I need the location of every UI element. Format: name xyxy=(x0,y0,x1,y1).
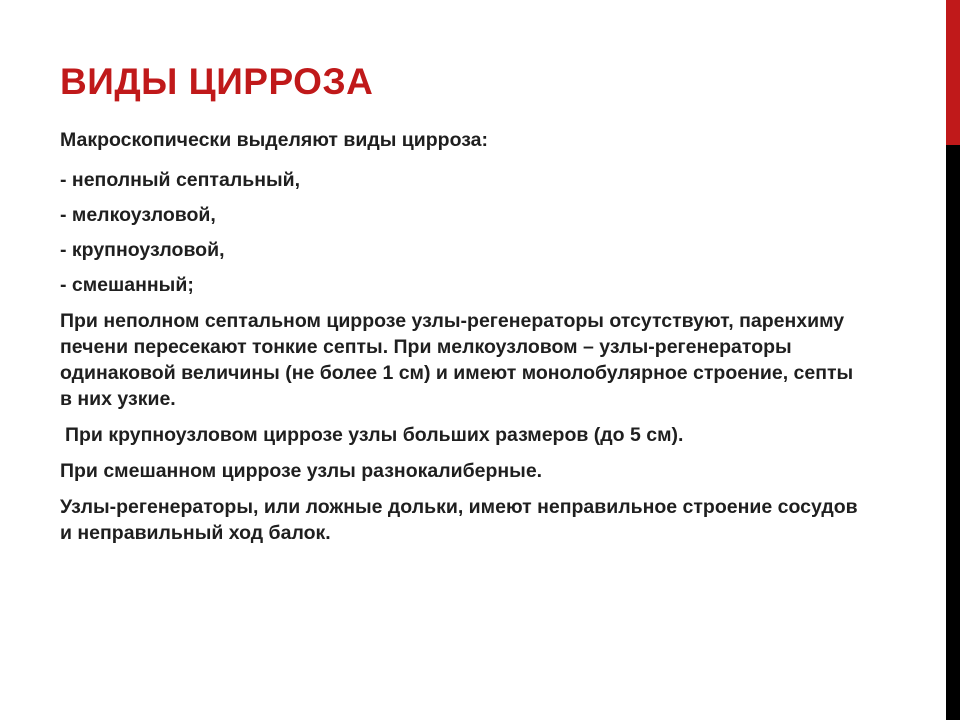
list-item: - крупноузловой, xyxy=(60,239,225,261)
accent-bar-red xyxy=(946,0,960,145)
slide-title: ВИДЫ ЦИРРОЗА xyxy=(60,61,374,102)
intro-text: Макроскопически выделяют виды цирроза: xyxy=(60,129,489,151)
paragraph-macronodular: При крупноузловом циррозе узлы больших размеров (до 5 см). xyxy=(65,424,684,446)
accent-bar-black xyxy=(946,145,960,720)
paragraph-mixed: При смешанном циррозе узлы разнокалиберные. xyxy=(60,460,543,482)
paragraph-incomplete-septal: При неполном септальном циррозе узлы-регенераторы отсутствуют, паренхиму печени пересекают тонкие септы. При мелкоузловом – узлы-регенераторы одинаковой величины (не более 1 см) и имеют монолобулярное строение, септы в них узкие. xyxy=(60,310,854,410)
list-item: - неполный септальный, xyxy=(60,169,301,191)
accent-bar xyxy=(946,0,960,720)
list-item: - мелкоузловой, xyxy=(60,204,216,226)
paragraph-pseudolobules: Узлы-регенераторы, или ложные дольки, имеют неправильное строение сосудов и неправильный ход балок. xyxy=(60,496,858,544)
list-item: - смешанный; xyxy=(60,274,194,296)
slide-body xyxy=(60,127,860,546)
